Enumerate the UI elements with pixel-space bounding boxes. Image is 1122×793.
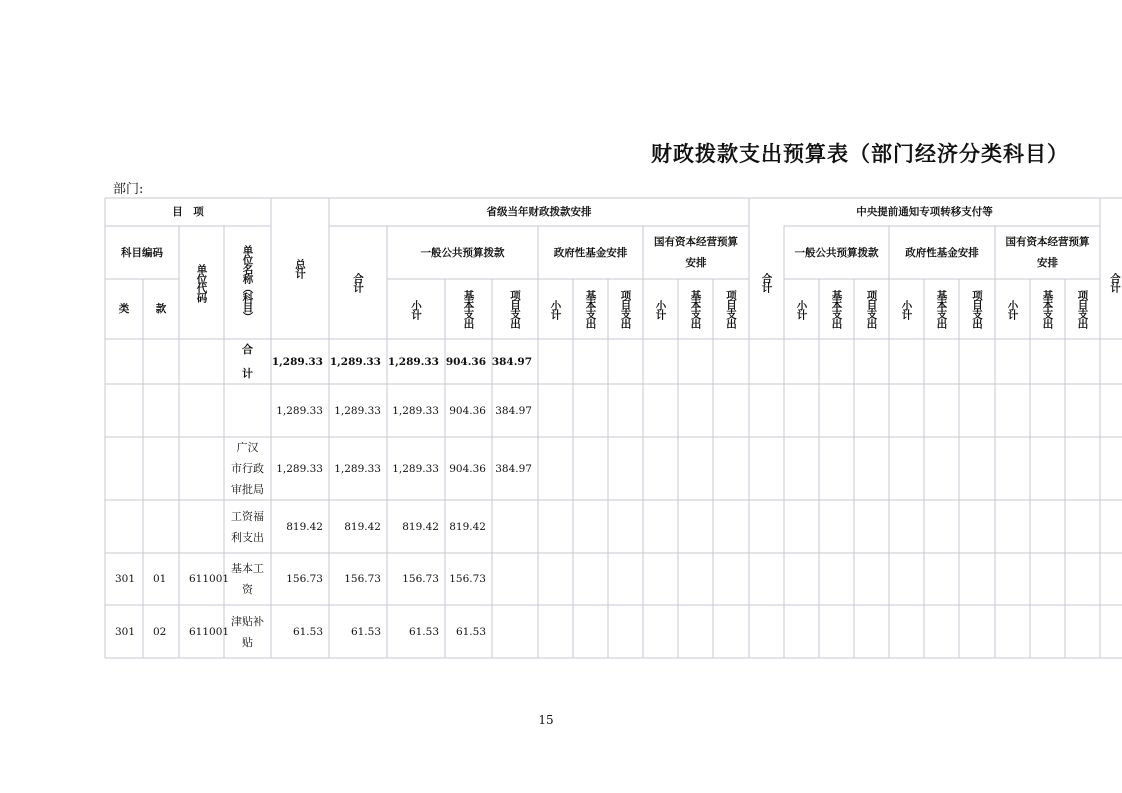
row-xiaoji: 156.73 [402,573,439,585]
row-unit-code [179,500,224,553]
row-xiaoji: 1,289.33 [392,462,439,475]
row-zongji: 156.73 [286,573,323,585]
row-heji: 61.53 [350,625,381,638]
row-unit-name [224,605,271,658]
row-unit-code [179,437,224,500]
row-jiben: 904.36 [449,462,486,475]
unit-name-line: 审批局 [231,483,264,496]
unit-name-line: 广汉 [236,441,259,454]
central-general-budget: 一般公共预算拨款 [794,246,879,259]
row-kuan [143,437,179,500]
row-kuan: 02 [153,625,167,638]
row-heji: 1,289.33 [334,462,381,475]
row-unit-name [224,384,271,437]
row-xiaoji: 819.42 [402,520,439,533]
row-lei: 301 [115,573,136,585]
state-capital-line-1: 国有资本经营预算 [654,235,738,248]
table-title: 财政拨款支出预算表（部门经济分类科目） [651,142,1069,166]
central-xiaoji: 小计 [795,299,808,319]
header-mu-xiang: 目 项 [172,206,204,218]
prov-jiben: 基本支出 [584,290,597,328]
row-unit-code [179,339,224,384]
header-kuan: 款 [155,303,167,315]
row-lei [105,500,143,553]
central-xiangmu: 项目支出 [1076,290,1089,328]
row-xiaoji: 1,289.33 [387,355,439,368]
row-unit-name [224,339,271,384]
row-jiben: 904.36 [449,404,486,417]
prov-xiaoji: 小计 [410,299,422,319]
row-jiben: 819.42 [449,520,486,533]
row-zongji: 819.42 [286,520,323,533]
row-xiangmu [492,553,538,605]
prov-jiben: 基本支出 [462,290,475,328]
row-unit-code: 611001 [189,573,230,585]
row-jiben: 156.73 [449,573,486,585]
central-jiben: 基本支出 [1041,290,1054,328]
row-zongji: 61.53 [292,625,323,638]
row-unit-code [179,384,224,437]
row-zongji: 1,289.33 [271,355,323,368]
state-capital-line-1: 国有资本经营预算 [1005,235,1090,248]
page-number: 15 [538,713,554,727]
row-xiangmu: 384.97 [495,404,532,417]
header-zongji: 总计 [294,259,306,278]
row-xiaoji: 61.53 [408,625,439,638]
prov-jiben: 基本支出 [689,290,702,328]
row-jiben: 904.36 [445,355,486,368]
prov-xiangmu: 项目支出 [725,290,737,328]
row-lei [105,339,143,384]
central-xiaoji: 小计 [1006,299,1019,319]
unit-name-line: 计 [242,367,253,380]
row-xiangmu: 384.97 [491,355,532,368]
central-state-capital [995,226,1100,279]
state-capital-line-2: 安排 [685,256,707,269]
row-kuan [143,500,179,553]
unit-name-line: 津贴补 [231,614,264,628]
state-capital-line-2: 安排 [1037,256,1058,269]
department-label: 部门: [113,182,144,197]
header-provincial-group: 省级当年财政拨款安排 [486,206,592,218]
header-kemu-bianma: 科目编码 [121,246,163,259]
row-unit-code: 611001 [189,625,230,638]
prov-xiaoji: 小计 [549,299,562,319]
row-heji: 156.73 [344,573,381,585]
row-unit-name [224,437,271,500]
unit-name-line: 基本工 [231,562,264,575]
central-xiangmu: 项目支出 [971,290,983,328]
row-unit-name [224,500,271,553]
row-xiaoji: 1,289.33 [392,404,439,417]
row-heji: 1,289.33 [334,404,381,417]
header-danwei-mingcheng: 单位名称（科目） [241,244,254,321]
row-heji: 819.42 [344,520,381,533]
row-unit-name [224,553,271,605]
prov-gov-fund: 政府性基金安排 [553,246,628,259]
unit-name-line: 工资福 [231,509,264,523]
row-kuan [143,339,179,384]
prov-xiangmu: 项目支出 [509,290,521,328]
unit-name-line: 利支出 [231,530,264,544]
row-lei: 301 [115,625,136,638]
prov-heji: 合计 [352,273,364,292]
central-xiangmu: 项目支出 [865,290,878,328]
header-danwei-daima: 单位代码 [195,263,208,302]
row-zongji: 1,289.33 [276,404,323,417]
unit-name-line: 合 [242,343,253,356]
row-heji: 1,289.33 [329,355,381,368]
row-xiangmu [492,605,538,658]
row-xiangmu [492,500,538,553]
extra-heji: 合计 [1109,273,1121,292]
row-kuan: 01 [153,573,167,585]
central-heji: 合计 [760,273,773,292]
prov-state-capital [643,226,749,279]
central-jiben: 基本支出 [830,290,843,328]
central-xiaoji: 小计 [900,299,913,319]
row-jiben: 61.53 [455,625,486,638]
central-jiben: 基本支出 [935,290,948,328]
unit-name-line: 贴 [242,635,253,649]
row-xiangmu: 384.97 [495,462,532,475]
header-lei: 类 [118,303,130,315]
central-gov-fund: 政府性基金安排 [905,246,979,259]
row-lei [105,437,143,500]
unit-name-line: 资 [242,583,253,596]
unit-name-line: 市行政 [231,462,264,475]
header-central-group: 中央提前通知专项转移支付等 [856,206,993,218]
row-zongji: 1,289.33 [276,462,323,475]
prov-general-budget: 一般公共预算拨款 [420,246,505,259]
prov-xiaoji: 小计 [654,299,667,319]
prov-xiangmu: 项目支出 [619,290,632,328]
row-kuan [143,384,179,437]
row-lei [105,384,143,437]
